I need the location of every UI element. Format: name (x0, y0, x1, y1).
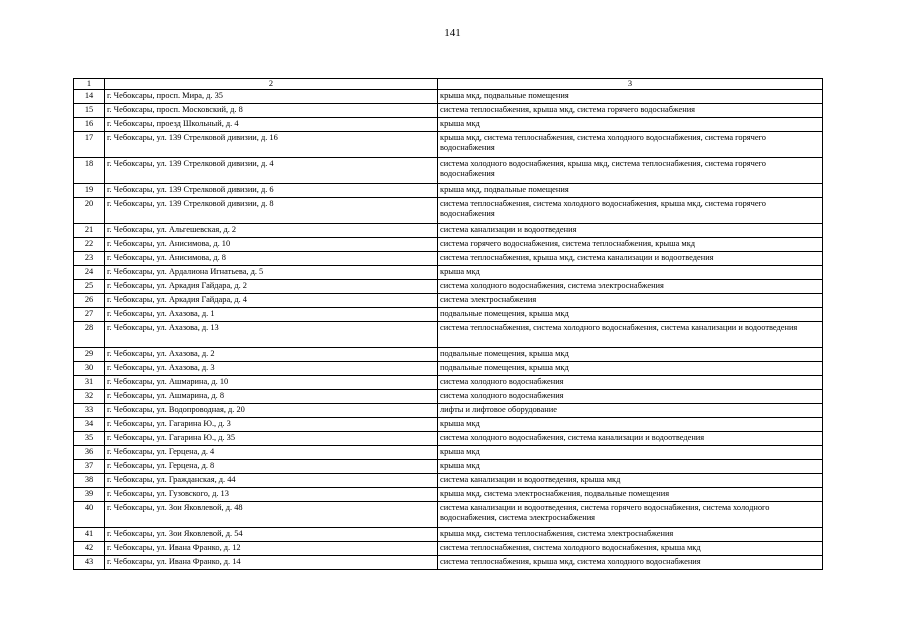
row-address: г. Чебоксары, ул. Водопроводная, д. 20 (105, 403, 438, 417)
row-address: г. Чебоксары, ул. Ашмарина, д. 10 (105, 375, 438, 389)
table-row (74, 473, 823, 487)
row-works: система канализации и водоотведения, система горячего водоснабжения, система холодного водоснабжения, система электроснабжения (438, 501, 823, 527)
table-row (74, 527, 823, 541)
table-row (74, 555, 823, 569)
row-number: 15 (74, 103, 105, 117)
row-address: г. Чебоксары, ул. Герцена, д. 8 (105, 459, 438, 473)
row-works: крыша мкд, система теплоснабжения, система электроснабжения (438, 527, 823, 541)
row-address: г. Чебоксары, ул. Зои Яковлевой, д. 54 (105, 527, 438, 541)
row-address: г. Чебоксары, ул. 139 Стрелковой дивизии, д. 6 (105, 183, 438, 197)
row-address: г. Чебоксары, ул. Анисимова, д. 10 (105, 237, 438, 251)
row-address: г. Чебоксары, ул. Ахазова, д. 3 (105, 361, 438, 375)
column-header-address: 2 (105, 79, 438, 90)
table-row (74, 183, 823, 197)
row-address: г. Чебоксары, ул. 139 Стрелковой дивизии, д. 8 (105, 197, 438, 223)
row-works: крыша мкд (438, 265, 823, 279)
row-number: 24 (74, 265, 105, 279)
table-row (74, 307, 823, 321)
row-address: г. Чебоксары, ул. 139 Стрелковой дивизии, д. 16 (105, 131, 438, 157)
row-works: система канализации и водоотведения (438, 223, 823, 237)
row-number: 16 (74, 117, 105, 131)
row-number: 30 (74, 361, 105, 375)
row-works: система теплоснабжения, крыша мкд, система горячего водоснабжения (438, 103, 823, 117)
row-number: 26 (74, 293, 105, 307)
row-number: 40 (74, 501, 105, 527)
row-works: крыша мкд, подвальные помещения (438, 183, 823, 197)
table-row (74, 321, 823, 347)
table-row (74, 251, 823, 265)
table-row (74, 89, 823, 103)
row-address: г. Чебоксары, ул. Гузовского, д. 13 (105, 487, 438, 501)
row-works: крыша мкд (438, 117, 823, 131)
table-row (74, 117, 823, 131)
row-address: г. Чебоксары, ул. 139 Стрелковой дивизии, д. 4 (105, 157, 438, 183)
registry-table (73, 78, 823, 570)
table-row (74, 103, 823, 117)
row-works: подвальные помещения, крыша мкд (438, 361, 823, 375)
table-row (74, 459, 823, 473)
row-number: 28 (74, 321, 105, 347)
row-number: 20 (74, 197, 105, 223)
row-works: система теплоснабжения, крыша мкд, система холодного водоснабжения (438, 555, 823, 569)
table-row (74, 265, 823, 279)
row-works: крыша мкд (438, 417, 823, 431)
row-number: 18 (74, 157, 105, 183)
row-number: 23 (74, 251, 105, 265)
row-works: система холодного водоснабжения (438, 389, 823, 403)
row-number: 27 (74, 307, 105, 321)
row-number: 43 (74, 555, 105, 569)
table-row (74, 501, 823, 527)
table-row (74, 487, 823, 501)
row-number: 41 (74, 527, 105, 541)
row-address: г. Чебоксары, ул. Гагарина Ю., д. 35 (105, 431, 438, 445)
row-works: система холодного водоснабжения, система электроснабжения (438, 279, 823, 293)
row-number: 17 (74, 131, 105, 157)
row-address: г. Чебоксары, проезд Школьный, д. 4 (105, 117, 438, 131)
table-row (74, 197, 823, 223)
row-works: система теплоснабжения, система холодного водоснабжения, крыша мкд (438, 541, 823, 555)
row-number: 25 (74, 279, 105, 293)
row-address: г. Чебоксары, ул. Гагарина Ю., д. 3 (105, 417, 438, 431)
table-row (74, 445, 823, 459)
row-works: система холодного водоснабжения, крыша мкд, система теплоснабжения, система горячего водоснабжения (438, 157, 823, 183)
row-works: система горячего водоснабжения, система теплоснабжения, крыша мкд (438, 237, 823, 251)
table-row (74, 279, 823, 293)
row-number: 33 (74, 403, 105, 417)
table-row (74, 237, 823, 251)
row-address: г. Чебоксары, ул. Герцена, д. 4 (105, 445, 438, 459)
row-works: подвальные помещения, крыша мкд (438, 307, 823, 321)
row-number: 42 (74, 541, 105, 555)
row-works: подвальные помещения, крыша мкд (438, 347, 823, 361)
table-row (74, 389, 823, 403)
row-address: г. Чебоксары, ул. Гражданская, д. 44 (105, 473, 438, 487)
row-address: г. Чебоксары, ул. Аркадия Гайдара, д. 2 (105, 279, 438, 293)
row-works: система теплоснабжения, система холодного водоснабжения, крыша мкд, система горячего водоснабжения (438, 197, 823, 223)
row-number: 21 (74, 223, 105, 237)
row-address: г. Чебоксары, просп. Мира, д. 35 (105, 89, 438, 103)
row-works: система холодного водоснабжения (438, 375, 823, 389)
row-address: г. Чебоксары, ул. Аркадия Гайдара, д. 4 (105, 293, 438, 307)
table-row (74, 131, 823, 157)
row-works: система канализации и водоотведения, крыша мкд (438, 473, 823, 487)
row-works: лифты и лифтовое оборудование (438, 403, 823, 417)
row-number: 31 (74, 375, 105, 389)
row-address: г. Чебоксары, ул. Ардалиона Игнатьева, д. 5 (105, 265, 438, 279)
row-address: г. Чебоксары, ул. Анисимова, д. 8 (105, 251, 438, 265)
table-row (74, 157, 823, 183)
row-number: 35 (74, 431, 105, 445)
row-works: крыша мкд, система электроснабжения, подвальные помещения (438, 487, 823, 501)
row-number: 37 (74, 459, 105, 473)
table-row (74, 223, 823, 237)
row-number: 29 (74, 347, 105, 361)
column-header-works: 3 (438, 79, 823, 90)
row-works: крыша мкд (438, 459, 823, 473)
table-row (74, 403, 823, 417)
row-works: система теплоснабжения, крыша мкд, система канализации и водоотведения (438, 251, 823, 265)
table-row (74, 361, 823, 375)
table-row (74, 347, 823, 361)
row-number: 38 (74, 473, 105, 487)
row-number: 14 (74, 89, 105, 103)
row-works: крыша мкд, система теплоснабжения, система холодного водоснабжения, система горячего водоснабжения (438, 131, 823, 157)
row-address: г. Чебоксары, ул. Ивана Франко, д. 12 (105, 541, 438, 555)
row-number: 19 (74, 183, 105, 197)
row-number: 36 (74, 445, 105, 459)
table-row (74, 431, 823, 445)
row-number: 34 (74, 417, 105, 431)
row-address: г. Чебоксары, ул. Ахазова, д. 2 (105, 347, 438, 361)
row-works: система теплоснабжения, система холодного водоснабжения, система канализации и водоотведения (438, 321, 823, 347)
row-works: система холодного водоснабжения, система канализации и водоотведения (438, 431, 823, 445)
table-header-row (74, 79, 823, 90)
table-row (74, 293, 823, 307)
row-works: система электроснабжения (438, 293, 823, 307)
table-row (74, 417, 823, 431)
row-works: крыша мкд, подвальные помещения (438, 89, 823, 103)
row-address: г. Чебоксары, ул. Ахазова, д. 1 (105, 307, 438, 321)
row-address: г. Чебоксары, ул. Ахазова, д. 13 (105, 321, 438, 347)
row-address: г. Чебоксары, ул. Альгешевская, д. 2 (105, 223, 438, 237)
row-number: 32 (74, 389, 105, 403)
table-row (74, 375, 823, 389)
row-works: крыша мкд (438, 445, 823, 459)
row-number: 39 (74, 487, 105, 501)
row-address: г. Чебоксары, ул. Ашмарина, д. 8 (105, 389, 438, 403)
table-row (74, 541, 823, 555)
row-address: г. Чебоксары, ул. Ивана Франко, д. 14 (105, 555, 438, 569)
column-header-number: 1 (74, 79, 105, 90)
row-number: 22 (74, 237, 105, 251)
row-address: г. Чебоксары, просп. Московский, д. 8 (105, 103, 438, 117)
page-number: 141 (444, 27, 461, 39)
row-address: г. Чебоксары, ул. Зои Яковлевой, д. 48 (105, 501, 438, 527)
